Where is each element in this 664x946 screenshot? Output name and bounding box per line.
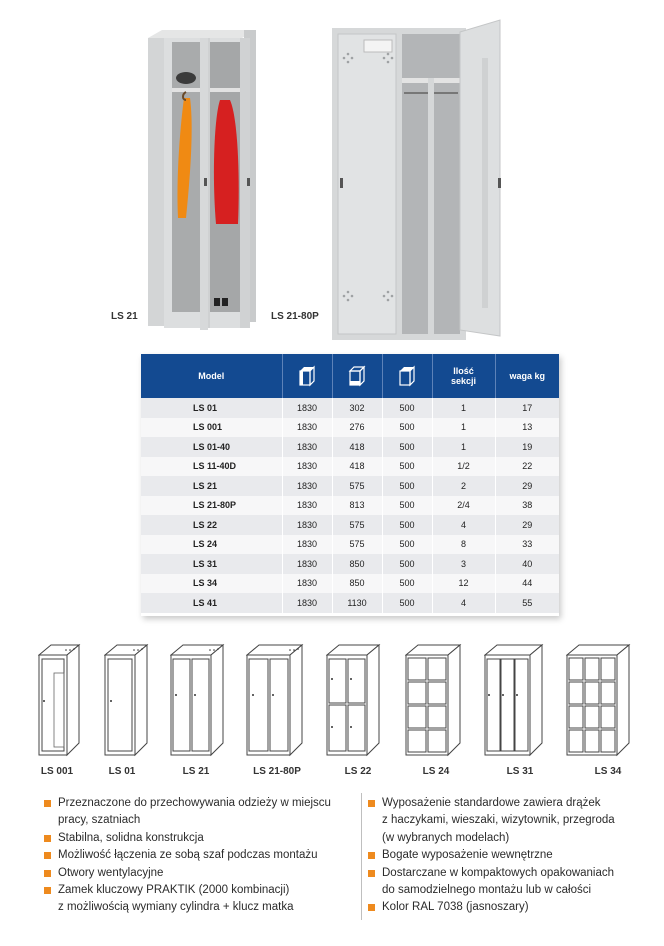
cell-depth: 500	[382, 496, 432, 516]
features-list-right	[368, 795, 658, 917]
cell-depth: 500	[382, 593, 432, 613]
cell-model: LS 11-40D	[141, 457, 282, 477]
cell-width: 302	[332, 398, 382, 418]
cell-sections: 4	[432, 593, 495, 613]
cell-depth: 500	[382, 398, 432, 418]
cell-depth: 500	[382, 574, 432, 594]
variant-label-ls01: LS 01	[108, 766, 136, 777]
sections-header-line1: Ilość	[453, 366, 474, 376]
feature-text: Kolor RAL 7038 (jasnoszary)	[382, 901, 529, 914]
column-header-height	[282, 354, 332, 398]
cell-weight: 44	[495, 574, 559, 594]
feature-text: Dostarczane w kompaktowych opakowaniach	[382, 866, 615, 879]
variant-label-ls001: LS 001	[40, 766, 74, 777]
cell-sections: 3	[432, 554, 495, 574]
variant-drawing-ls21-80p	[246, 643, 304, 759]
variant-label-ls22: LS 22	[344, 766, 372, 777]
feature-text: Przeznaczone do przechowywania odzieży w miejscu	[58, 797, 331, 809]
column-header-model: Model	[141, 354, 282, 398]
cell-height: 1830	[282, 535, 332, 555]
variant-label-ls21-80p: LS 21-80P	[253, 766, 301, 777]
table-row	[141, 496, 559, 516]
cell-model: LS 01-40	[141, 437, 282, 457]
feature-text: Otwory wentylacyjne	[58, 866, 164, 879]
cell-model: LS 22	[141, 515, 282, 535]
cell-width: 575	[332, 515, 382, 535]
cell-height: 1830	[282, 574, 332, 594]
variant-drawing-ls21	[170, 643, 226, 759]
cell-height: 1830	[282, 593, 332, 613]
cell-sections: 2/4	[432, 496, 495, 516]
variant-label-ls24: LS 24	[422, 766, 450, 777]
feature-text: Bogate wyposażenie wewnętrzne	[382, 849, 553, 862]
cell-height: 1830	[282, 418, 332, 438]
cell-weight: 55	[495, 593, 559, 613]
column-header-width	[332, 354, 382, 398]
cell-width: 813	[332, 496, 382, 516]
cell-sections: 1	[432, 437, 495, 457]
specification-table	[141, 354, 559, 613]
cell-sections: 1	[432, 398, 495, 418]
photo-caption-ls21: LS 21	[111, 311, 138, 322]
feature-column-divider	[361, 793, 362, 920]
feature-text-continuation: z haczykami, wieszaki, wizytownik, przegroda	[382, 814, 615, 827]
cell-depth: 500	[382, 554, 432, 574]
cell-sections: 1/2	[432, 457, 495, 477]
cell-height: 1830	[282, 496, 332, 516]
variant-drawing-ls001	[38, 643, 84, 759]
feature-text-continuation: (w wybranych modelach)	[382, 831, 510, 844]
variant-label-ls34: LS 34	[594, 766, 622, 777]
feature-item	[44, 882, 356, 917]
feature-item	[44, 865, 356, 882]
cell-sections: 8	[432, 535, 495, 555]
variant-drawing-ls24	[405, 643, 463, 759]
feature-item	[44, 830, 356, 847]
feature-text-continuation: pracy, szatniach	[58, 814, 141, 827]
table-row	[141, 574, 559, 594]
cell-sections: 2	[432, 476, 495, 496]
cell-depth: 500	[382, 418, 432, 438]
table-row	[141, 476, 559, 496]
photo-caption-ls21-80p: LS 21-80P	[271, 311, 319, 322]
feature-text-continuation: z możliwością wymiany cylindra + klucz matka	[58, 901, 294, 914]
cell-height: 1830	[282, 554, 332, 574]
cell-depth: 500	[382, 457, 432, 477]
cell-model: LS 01	[141, 398, 282, 418]
column-header-weight: waga kg	[495, 354, 559, 398]
cell-width: 850	[332, 574, 382, 594]
cell-model: LS 31	[141, 554, 282, 574]
table-row	[141, 554, 559, 574]
cell-model: LS 21-80P	[141, 496, 282, 516]
cell-model: LS 41	[141, 593, 282, 613]
cell-width: 418	[332, 437, 382, 457]
table-row	[141, 535, 559, 555]
depth-dimension-icon	[397, 365, 417, 387]
cell-weight: 22	[495, 457, 559, 477]
cell-height: 1830	[282, 398, 332, 418]
cell-height: 1830	[282, 515, 332, 535]
variant-label-ls21: LS 21	[182, 766, 210, 777]
cell-depth: 500	[382, 476, 432, 496]
locker-photo-ls21-80p	[330, 18, 506, 340]
variant-drawing-ls34	[566, 643, 632, 759]
feature-item	[368, 865, 658, 900]
height-dimension-icon	[297, 365, 317, 387]
table-row	[141, 437, 559, 457]
variant-drawing-ls31	[484, 643, 546, 759]
cell-weight: 19	[495, 437, 559, 457]
feature-item	[368, 899, 658, 916]
cell-model: LS 34	[141, 574, 282, 594]
feature-text: Stabilna, solidna konstrukcja	[58, 831, 204, 844]
cell-sections: 1	[432, 418, 495, 438]
feature-text: Możliwość łączenia ze sobą szaf podczas montażu	[58, 849, 318, 862]
table-row	[141, 398, 559, 418]
cell-weight: 13	[495, 418, 559, 438]
cell-model: LS 24	[141, 535, 282, 555]
table-row	[141, 593, 559, 613]
cell-width: 1130	[332, 593, 382, 613]
column-header-depth	[382, 354, 432, 398]
cell-height: 1830	[282, 437, 332, 457]
cell-height: 1830	[282, 476, 332, 496]
cell-sections: 4	[432, 515, 495, 535]
width-dimension-icon	[347, 365, 367, 387]
cell-sections: 12	[432, 574, 495, 594]
cell-depth: 500	[382, 515, 432, 535]
features-list-left	[44, 795, 356, 917]
feature-text-continuation: do samodzielnego montażu lub w całości	[382, 884, 592, 897]
table-row	[141, 515, 559, 535]
feature-text: Zamek kluczowy PRAKTIK (2000 kombinacji)	[58, 884, 290, 897]
cell-weight: 40	[495, 554, 559, 574]
variant-drawing-ls01	[104, 643, 150, 759]
cell-model: LS 21	[141, 476, 282, 496]
feature-item	[44, 847, 356, 864]
cell-height: 1830	[282, 457, 332, 477]
feature-item	[44, 795, 356, 830]
table-row	[141, 457, 559, 477]
cell-width: 575	[332, 535, 382, 555]
feature-text: Wyposażenie standardowe zawiera drążek	[382, 797, 601, 809]
cell-model: LS 001	[141, 418, 282, 438]
sections-header-line2: sekcji	[450, 376, 477, 386]
feature-item	[368, 795, 658, 847]
cell-depth: 500	[382, 535, 432, 555]
cell-width: 418	[332, 457, 382, 477]
cell-width: 575	[332, 476, 382, 496]
variant-drawing-ls22	[326, 643, 382, 759]
cell-width: 850	[332, 554, 382, 574]
table-header-row	[141, 354, 559, 398]
locker-photo-ls21	[140, 28, 260, 332]
cell-weight: 17	[495, 398, 559, 418]
cell-weight: 29	[495, 476, 559, 496]
cell-weight: 33	[495, 535, 559, 555]
cell-depth: 500	[382, 437, 432, 457]
column-header-sections	[432, 354, 495, 398]
cell-weight: 29	[495, 515, 559, 535]
variant-label-ls31: LS 31	[506, 766, 534, 777]
cell-width: 276	[332, 418, 382, 438]
feature-item	[368, 847, 658, 864]
table-row	[141, 418, 559, 438]
cell-weight: 38	[495, 496, 559, 516]
